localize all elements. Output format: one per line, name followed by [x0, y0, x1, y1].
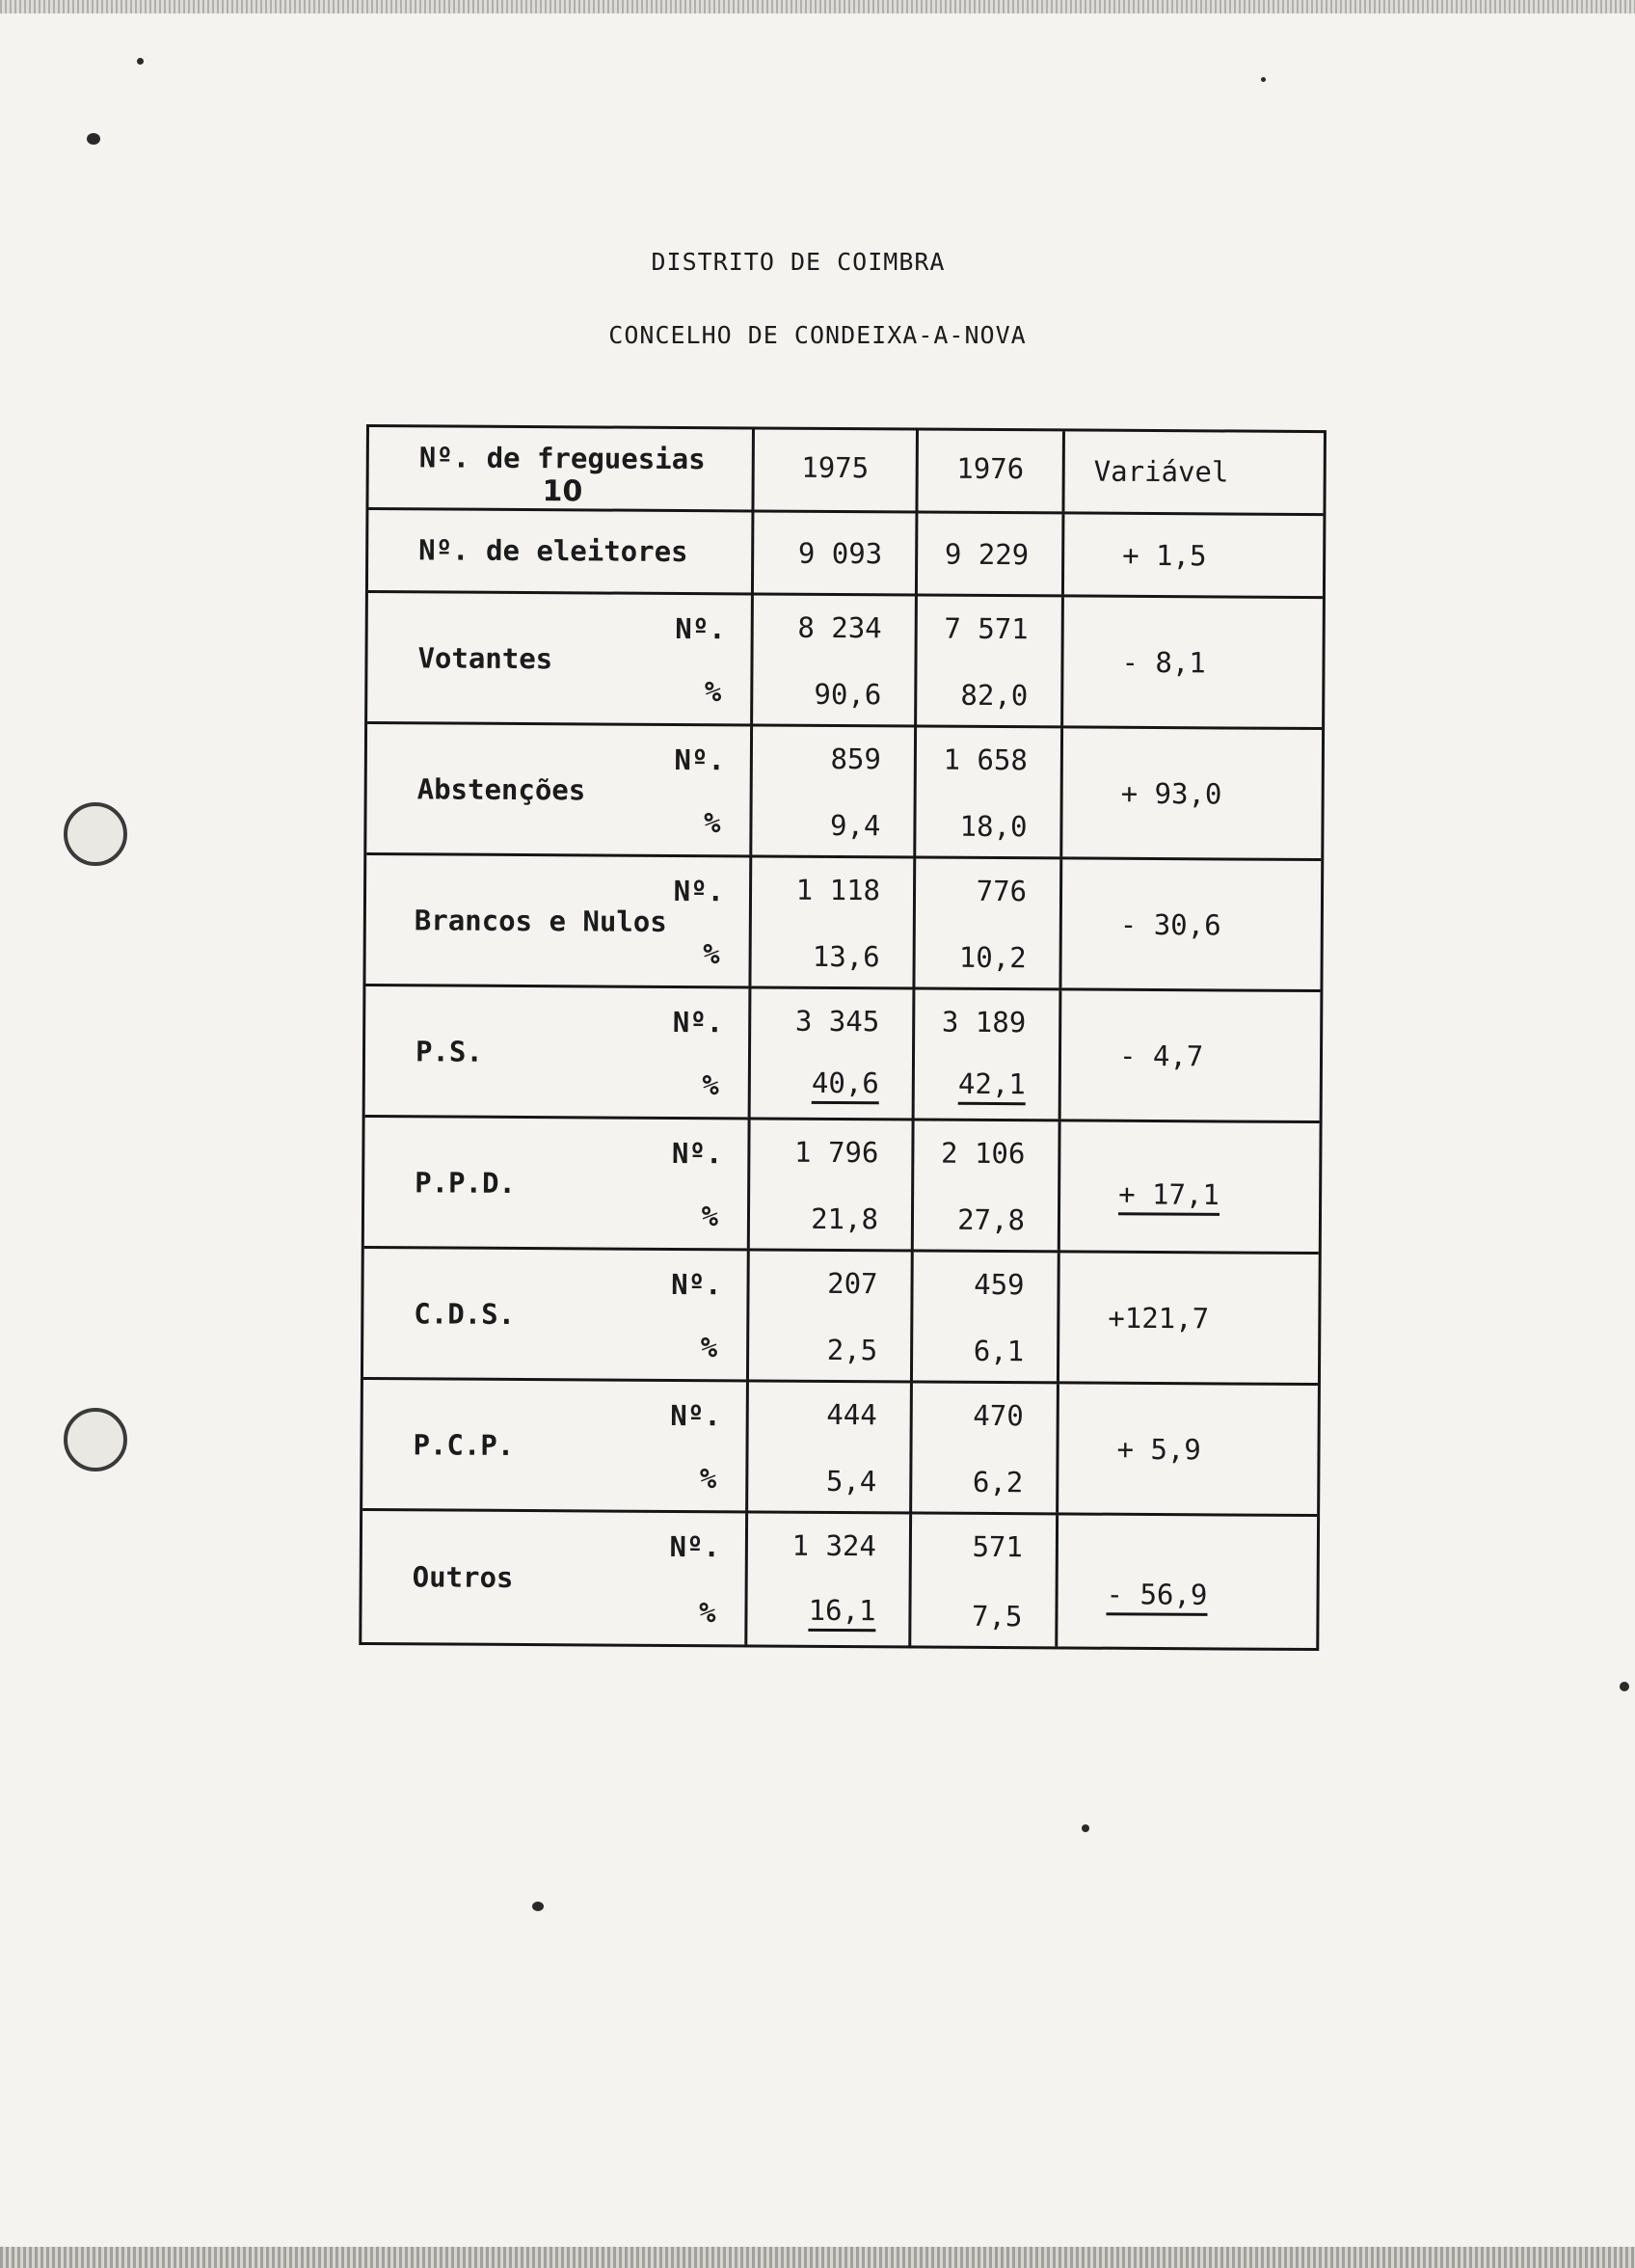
- percent-1976: 7,5: [971, 1599, 1023, 1634]
- header-label: Nº. de freguesias: [418, 441, 706, 476]
- percent-1976: 82,0: [960, 678, 1029, 713]
- row-label-cell: [365, 855, 752, 986]
- cell-1976: [913, 1252, 1060, 1381]
- cell-1976: [916, 727, 1063, 856]
- number-1976: 2 106: [940, 1136, 1026, 1171]
- percent-1975: 13,6: [812, 939, 880, 974]
- cell-variation: [1059, 1253, 1319, 1383]
- scan-speck: [1082, 1824, 1089, 1832]
- cell-variation: [1058, 1515, 1317, 1648]
- row-label: P.C.P.: [413, 1427, 515, 1462]
- cell-1975: [752, 726, 917, 855]
- cell-1975: [751, 988, 916, 1118]
- number-1975: 3 345: [794, 1004, 880, 1039]
- cell-variation: [1062, 728, 1322, 858]
- percent-1976: 6,1: [973, 1334, 1025, 1368]
- value-variation: + 5,9: [1116, 1432, 1201, 1466]
- table-row: [365, 986, 1321, 1123]
- sub-label-number: Nº.: [674, 742, 725, 777]
- cell-1975: [747, 1513, 912, 1645]
- row-label: Votantes: [417, 640, 553, 675]
- sub-label-percent: %: [701, 1200, 719, 1233]
- row-label-cell: [362, 1380, 749, 1510]
- cell-1975: [753, 595, 918, 724]
- table-row: [364, 1118, 1320, 1255]
- punch-hole-upper: [64, 802, 127, 866]
- column-header-1975: 1975: [801, 450, 870, 485]
- cell-1976: [912, 1383, 1059, 1512]
- value-variation: - 56,9: [1106, 1579, 1207, 1617]
- percent-1975: 16,1: [809, 1594, 876, 1632]
- sub-label-number: Nº.: [671, 1267, 722, 1302]
- cell-1976: [915, 989, 1062, 1119]
- sub-label-number: Nº.: [673, 874, 725, 908]
- handwritten-parish-count: 10: [542, 474, 583, 509]
- percent-1975: 40,6: [812, 1066, 879, 1104]
- number-1976: 1 658: [943, 742, 1028, 777]
- percent-1976: 6,2: [972, 1465, 1024, 1499]
- number-1976: 7 571: [944, 611, 1029, 646]
- cell-1976: [911, 1514, 1059, 1646]
- column-header-1976: 1976: [956, 451, 1025, 486]
- value-variation: - 30,6: [1119, 907, 1221, 941]
- row-label-cell: [367, 593, 754, 723]
- cell-1975: [751, 857, 916, 986]
- sub-label-number: Nº.: [670, 1398, 721, 1433]
- header-label-cell: [368, 427, 754, 509]
- cell-variation: [1063, 597, 1323, 727]
- sub-label-percent: %: [700, 1331, 718, 1364]
- eleitores-1975-cell: [754, 512, 919, 593]
- sub-label-percent: %: [703, 806, 721, 840]
- row-label-cell: [364, 1118, 751, 1248]
- sub-label-percent: %: [704, 675, 722, 709]
- cell-1975: [748, 1382, 913, 1511]
- sub-label-percent: %: [699, 1462, 717, 1496]
- table-row: [363, 1249, 1319, 1386]
- number-1975: 1 118: [795, 873, 881, 907]
- value-variation: - 4,7: [1118, 1039, 1204, 1072]
- cell-variation: [1060, 1121, 1320, 1252]
- row-label-cell: [362, 1511, 748, 1644]
- value-variation: + 93,0: [1120, 776, 1222, 810]
- column-header-variavel: Variável: [1093, 454, 1229, 489]
- row-label: Brancos e Nulos: [414, 903, 667, 938]
- cell-1976: [915, 858, 1062, 987]
- cell-variation: [1059, 1384, 1318, 1514]
- percent-1975: 5,4: [825, 1464, 877, 1498]
- sub-label-percent: %: [702, 1068, 719, 1102]
- scan-bottom-edge: [0, 2247, 1635, 2268]
- scan-speck: [532, 1902, 544, 1911]
- value-variation: - 8,1: [1121, 645, 1206, 679]
- sub-label-number: Nº.: [671, 1136, 723, 1171]
- percent-1976: 18,0: [959, 809, 1028, 844]
- sub-label-number: Nº.: [672, 1005, 724, 1040]
- table-row: [362, 1380, 1318, 1517]
- percent-1975: 2,5: [826, 1333, 878, 1367]
- value-1976: 9 229: [944, 537, 1030, 571]
- table-row-eleitores: [368, 510, 1324, 599]
- row-label-cell: [363, 1249, 750, 1379]
- row-label: Abstenções: [416, 771, 586, 806]
- number-1975: 8 234: [797, 610, 882, 645]
- sub-label-number: Nº.: [675, 611, 726, 646]
- value-1975: 9 093: [797, 536, 883, 570]
- table-row: [367, 593, 1323, 730]
- percent-1975: 21,8: [811, 1202, 879, 1236]
- number-1976: 3 189: [941, 1005, 1027, 1040]
- row-label: Outros: [412, 1560, 514, 1594]
- cell-variation: [1061, 859, 1321, 989]
- table-header-row: [368, 427, 1324, 516]
- document-subtitle: CONCELHO DE CONDEIXA-A-NOVA: [608, 321, 1027, 349]
- sub-label-number: Nº.: [669, 1529, 720, 1564]
- number-1975: 1 324: [791, 1528, 877, 1563]
- header-variavel-cell: [1064, 431, 1324, 513]
- scan-top-edge: [0, 0, 1635, 14]
- number-1976: 459: [974, 1267, 1025, 1302]
- row-label-cell: [366, 724, 753, 854]
- number-1976: 571: [972, 1529, 1024, 1564]
- row-label: Nº. de eleitores: [418, 533, 688, 569]
- header-1976-cell: [918, 431, 1065, 512]
- row-label: P.P.D.: [415, 1165, 517, 1200]
- number-1975: 859: [830, 742, 881, 776]
- number-1975: 444: [826, 1397, 877, 1432]
- number-1975: 207: [827, 1266, 878, 1301]
- percent-1976: 42,1: [958, 1067, 1026, 1105]
- scan-speck: [1620, 1682, 1629, 1691]
- value-variation: + 1,5: [1122, 538, 1207, 572]
- sub-label-percent: %: [703, 937, 720, 971]
- scan-speck: [1261, 77, 1266, 82]
- percent-1975: 9,4: [829, 808, 881, 843]
- scan-speck: [137, 58, 144, 65]
- eleitores-var-cell: [1064, 514, 1324, 596]
- cell-1976: [914, 1120, 1061, 1250]
- cell-1975: [749, 1251, 914, 1380]
- cell-1975: [750, 1120, 915, 1249]
- cell-1976: [917, 596, 1064, 725]
- percent-1976: 10,2: [958, 940, 1027, 975]
- table-row: [365, 855, 1321, 992]
- number-1976: 470: [973, 1398, 1024, 1433]
- table-row: [366, 724, 1322, 861]
- percent-1976: 27,8: [957, 1202, 1026, 1237]
- header-1975-cell: [754, 429, 919, 510]
- eleitores-1976-cell: [918, 513, 1065, 594]
- value-variation: + 17,1: [1118, 1177, 1220, 1216]
- row-label: P.S.: [415, 1034, 483, 1068]
- document-title: DISTRITO DE COIMBRA: [651, 248, 946, 276]
- percent-1975: 90,6: [814, 677, 882, 712]
- number-1976: 776: [976, 874, 1028, 908]
- scan-speck: [87, 133, 100, 145]
- table-row: [362, 1511, 1317, 1648]
- row-label: C.D.S.: [414, 1296, 516, 1331]
- punch-hole-lower: [64, 1408, 127, 1472]
- election-table: [359, 424, 1327, 1651]
- sub-label-percent: %: [698, 1596, 716, 1630]
- value-variation: +121,7: [1108, 1301, 1210, 1335]
- row-label-cell: [365, 986, 752, 1117]
- number-1975: 1 796: [793, 1135, 879, 1170]
- cell-variation: [1061, 990, 1321, 1120]
- eleitores-label-cell: [368, 510, 754, 592]
